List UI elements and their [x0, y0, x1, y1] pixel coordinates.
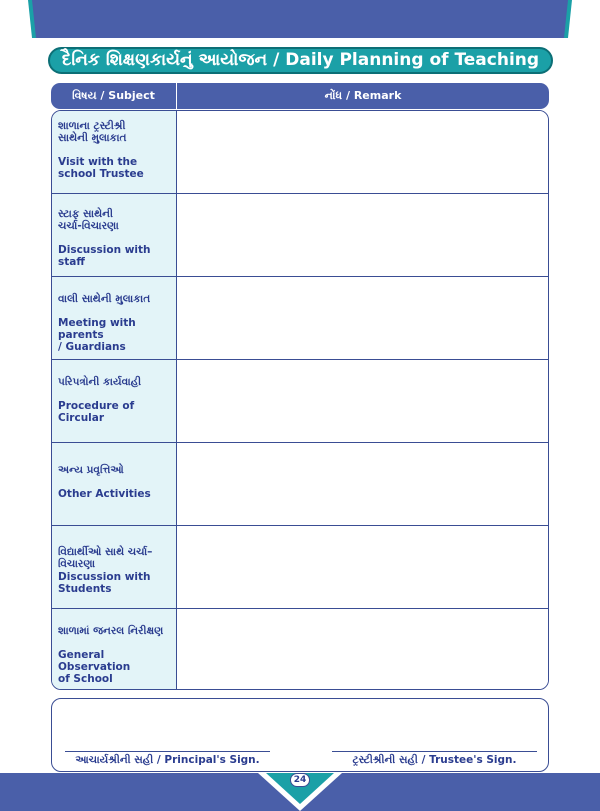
subject-english: Visit with the school Trustee — [58, 156, 144, 180]
remark-cell[interactable] — [177, 360, 548, 442]
subject-cell — [52, 526, 177, 608]
table-row — [52, 609, 548, 690]
column-header-remark: નોંધ / Remark — [324, 89, 402, 102]
trustee-signature-line[interactable] — [332, 751, 537, 752]
table-row — [52, 443, 548, 526]
subject-gujarati: પરિપત્રોની કાર્યવાહી — [58, 376, 142, 388]
subject-english: Procedure of Circular — [58, 400, 135, 424]
subject-gujarati: વાલી સાથેની મુલાકાત — [58, 293, 151, 305]
subject-english: Discussion with Students — [58, 571, 151, 595]
subject-english: Other Activities — [58, 488, 151, 500]
table-row — [52, 360, 548, 443]
table-row — [52, 111, 548, 194]
subject-cell — [52, 111, 177, 193]
page-number: 24 — [290, 773, 310, 787]
table-row — [52, 194, 548, 277]
top-band-corners — [0, 0, 600, 38]
subject-gujarati: સ્ટાફ સાથેની ચર્ચા-વિચારણા — [58, 208, 119, 232]
principal-signature-line[interactable] — [65, 751, 270, 752]
remark-cell[interactable] — [177, 609, 548, 690]
subject-gujarati: અન્ય પ્રવૃત્તિઓ — [58, 464, 124, 476]
principal-signature-label: આચાર્યશ્રીની સહી / Principal's Sign. — [75, 754, 260, 766]
table-body — [51, 110, 549, 690]
remark-cell[interactable] — [177, 277, 548, 359]
subject-gujarati: શાળાના ટ્રસ્ટીશ્રી સાથેની મુલાકાત — [58, 120, 127, 144]
subject-cell — [52, 277, 177, 359]
page-title: દૈનિક શિક્ષણકાર્યનું આયોજન / Daily Planning of Teaching — [48, 47, 553, 74]
signature-box — [51, 698, 549, 772]
remark-cell[interactable] — [177, 443, 548, 525]
subject-cell — [52, 194, 177, 276]
table-header — [51, 83, 549, 109]
subject-cell — [52, 609, 177, 690]
column-header-subject: વિષય / Subject — [51, 83, 177, 109]
trustee-signature-label: ટ્રસ્ટીશ્રીની સહી / Trustee's Sign. — [352, 754, 517, 766]
subject-gujarati: વિદ્યાર્થીઓ સાથે ચર્ચા– વિચારણા — [58, 546, 153, 570]
table-row — [52, 526, 548, 609]
subject-english: Discussion with staff — [58, 244, 151, 268]
table-row — [52, 277, 548, 360]
remark-cell[interactable] — [177, 526, 548, 608]
remark-cell[interactable] — [177, 111, 548, 193]
subject-gujarati: શાળામાં જનરલ નિરીક્ષણ — [58, 625, 164, 637]
subject-cell — [52, 360, 177, 442]
subject-english: General Observation of School — [58, 649, 131, 685]
planning-table — [51, 83, 549, 685]
subject-cell — [52, 443, 177, 525]
remark-cell[interactable] — [177, 194, 548, 276]
subject-english: Meeting with parents / Guardians — [58, 317, 136, 353]
